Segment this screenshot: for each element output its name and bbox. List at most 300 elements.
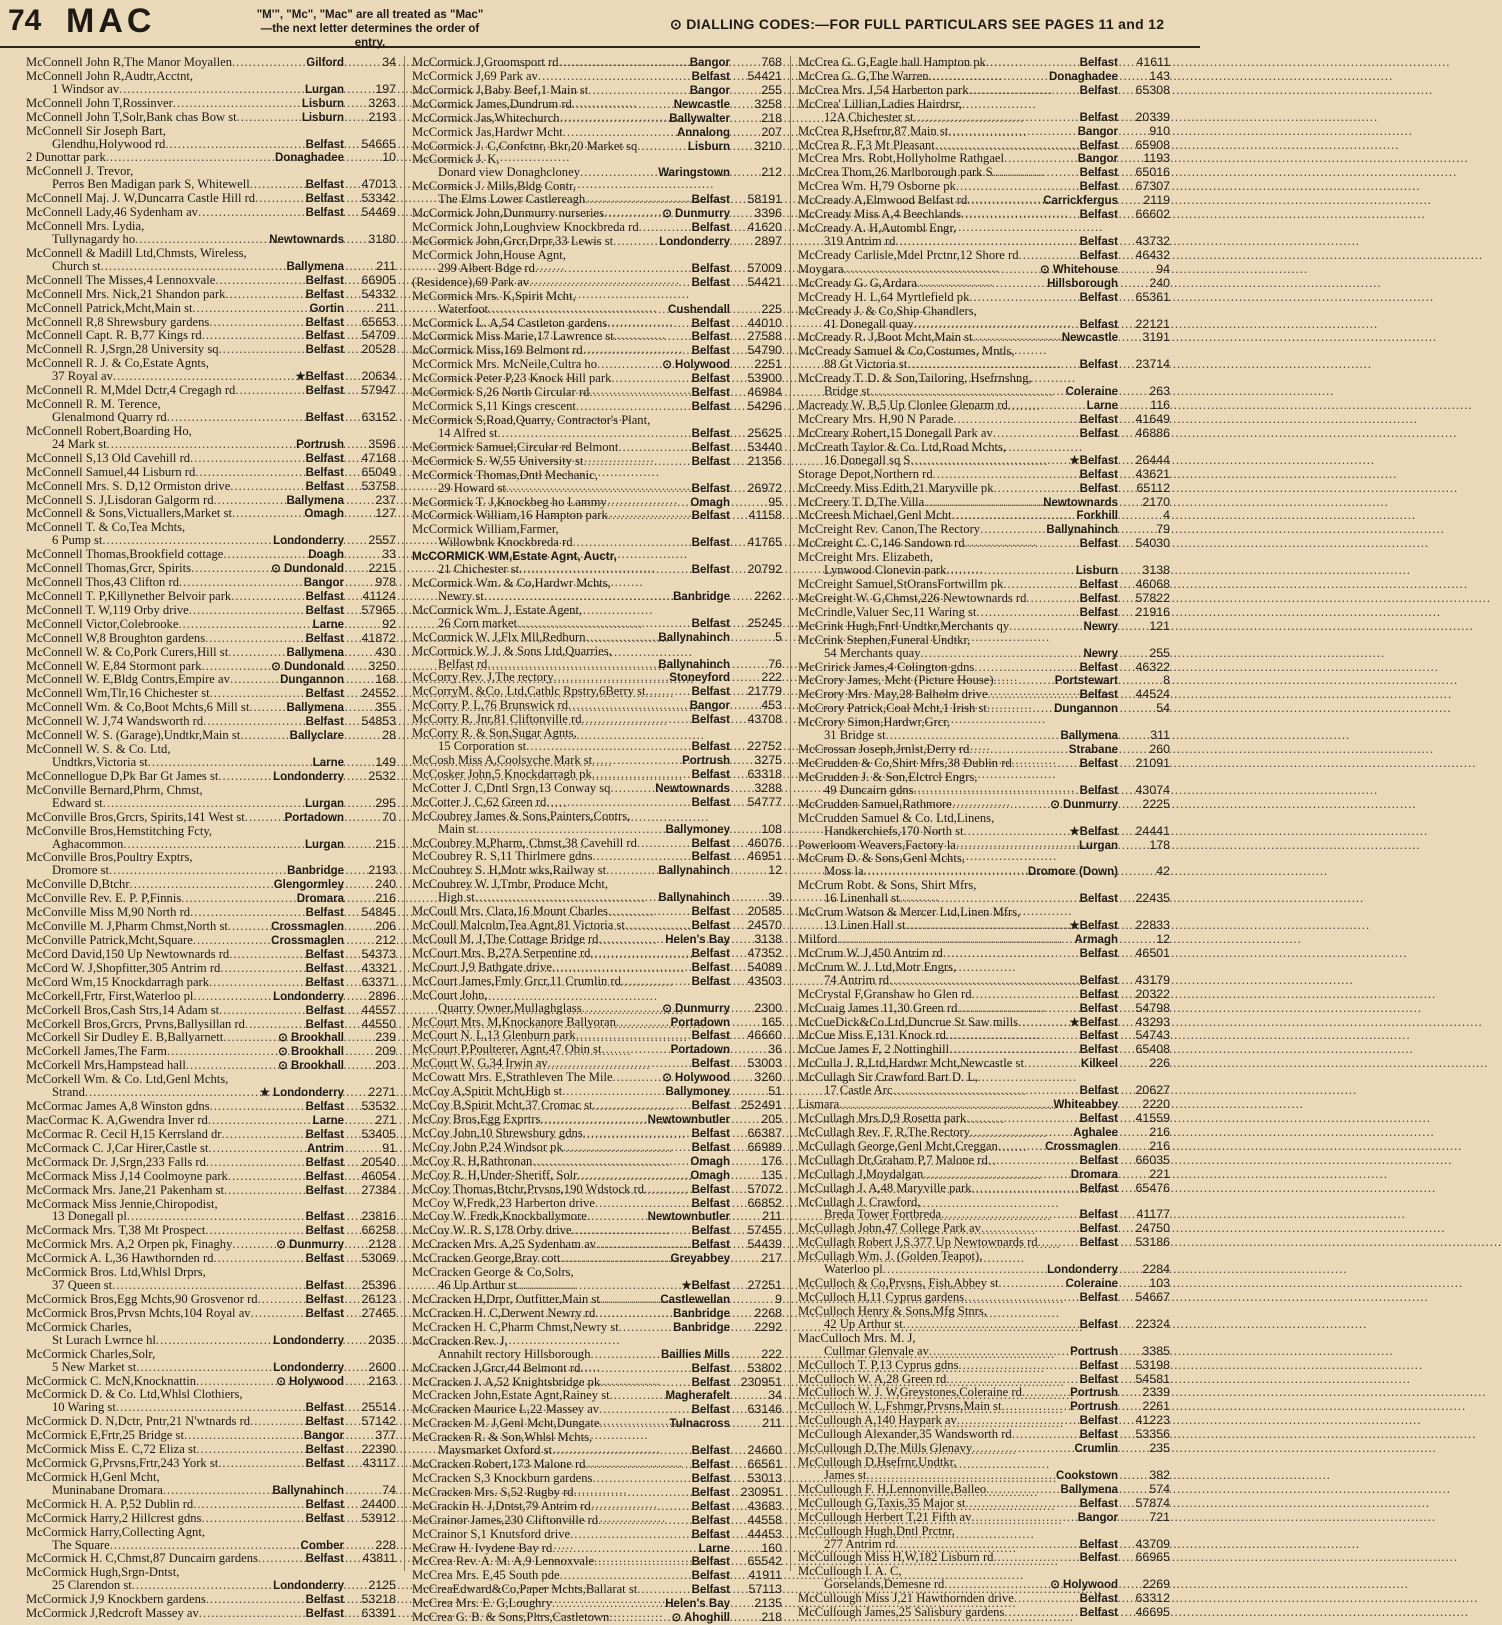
subscriber-name: McConnell S,13 Old Cavehill rd [26,450,191,465]
exchange-name: Belfast [1079,1359,1118,1372]
subscriber-name: McCracken Mrs. S,52 Rugby rd [412,1484,574,1499]
directory-entry [412,1597,782,1611]
subscriber-name: McCoy R. H,Rathronan [412,1153,533,1168]
exchange-name: Belfast [691,796,730,809]
entry-line [412,577,782,590]
directory-entry [26,1471,396,1498]
leader-dots [964,1291,1078,1304]
exchange-name: Magherafelt [665,1390,730,1403]
phone-number: 3180 [368,231,396,246]
exchange-name: Bangor [689,57,730,69]
leader-dots [517,617,690,630]
subscriber-name: McCorkell Sir Dudley E. B,Ballyarnett [26,1030,224,1045]
directory-entry [412,864,782,878]
subscriber-name: McCulloch W. J. W,Greystones,Coleraine rd [798,1385,1022,1400]
phone-number: 178 [1149,837,1170,852]
phone-number: 2269 [1142,1577,1170,1592]
entry-line [798,771,1170,784]
subscriber-name: McCrea R,Hsefrnr,87 Main st [798,123,949,138]
leader-dots [572,1224,690,1237]
entry-line [412,1224,782,1238]
leader-dots [914,784,1078,797]
entry-line [412,98,782,112]
directory-entry [26,976,396,990]
entry-line [798,1029,1170,1043]
subscriber-name: MacCormac K. A,Gwendra Inver rd [26,1112,208,1127]
leader-dots [193,934,269,947]
phone-number: 453 [761,698,782,713]
directory-entry [798,166,1170,180]
subscriber-name: McCormick Bros,Prvsn Mchts,104 Royal av [26,1305,251,1320]
directory-entry [798,1112,1170,1126]
entry-line [412,947,782,961]
phone-number: 25625 [747,425,782,440]
exchange-name: Ballynahinch [272,1484,344,1497]
exchange-name: Belfast [1079,592,1118,605]
directory-entry [412,221,782,235]
exchange-name: Belfast [1079,1112,1118,1125]
directory-entry [26,452,396,466]
leader-dots [519,563,689,576]
entry-line [412,1127,782,1141]
directory-entry [412,1569,782,1583]
exchange-name: Belfast [1079,468,1118,481]
phone-number: 21916 [1135,604,1170,619]
entry-line [798,399,1170,413]
exchange-name: Belfast [1079,1593,1118,1606]
subscriber-name: McCrainor S,1 Knutsford drive [412,1526,571,1541]
subscriber-name: McCormick D. & Co. Ltd,Whlsl Clothiers, [26,1387,243,1402]
entry-line [798,125,1170,139]
directory-entry [798,84,1170,98]
subscriber-name: McCowatt Mrs. E,Strathleven The Mile [412,1070,613,1085]
subscriber-name: McCoull Mrs. Clara,16 Mount Charles [412,904,608,919]
phone-number: 211 [376,258,396,273]
entry-line [798,1538,1170,1552]
entry-line [798,1126,1170,1140]
subscriber-name: McCorryM. &Co. Ltd,Cathlc Rpstry,6Berry st [412,684,646,699]
phone-number: 168 [375,672,396,687]
entry-line [26,1059,396,1073]
leader-dots [949,1043,1077,1056]
directory-entry [798,1071,1170,1098]
entry-line [798,537,1170,551]
leader-dots [1012,1428,1078,1441]
phone-number: 34 [382,55,396,69]
entry-line [798,509,1170,523]
phone-number: 79 [1156,522,1170,537]
entry-line [26,1252,396,1266]
exchange-name: Belfast [691,837,730,850]
directory-entry [26,687,396,701]
phone-number: 3263 [368,95,396,110]
subscriber-name: McCueDick&Co.Ltd,Duncrue St Saw mills [798,1014,1019,1029]
phone-number: 67307 [1135,179,1170,194]
subscriber-address: Quarry Owner,Mullaghglass [438,1000,582,1015]
exchange-name: ⊙ Ahoghill [671,1612,730,1625]
subscriber-name: McConnell R,8 Shrewsbury gardens [26,314,210,329]
leader-dots [993,1551,1077,1564]
exchange-name: Dromore (Down) [1027,866,1118,879]
leader-dots [112,1279,303,1292]
exchange-name: Dungannon [1054,703,1118,716]
entry-line [798,413,1170,427]
entry-line [26,1498,396,1512]
phone-number: 221 [1149,1166,1170,1181]
directory-entry [26,1004,396,1018]
subscriber-name: McCreight Samuel,StOransFortwillm pk [798,577,1004,592]
directory-entry [412,317,782,331]
phone-number: 24660 [747,1443,782,1458]
entry-line [26,618,396,632]
leader-dots [167,411,304,424]
subscriber-name: McCormac James A,8 Winston gdns [26,1099,210,1114]
directory-entry [26,1224,396,1238]
exchange-name: Portadown [670,1016,730,1029]
directory-entry [412,112,782,126]
subscriber-name: McCready A. H,Autombl Engr, [798,221,957,236]
leader-dots [202,660,270,673]
leader-dots [956,180,1078,193]
phone-number: 28 [382,728,396,743]
entry-line [412,386,782,400]
directory-entry [412,1472,782,1486]
entry-line [798,702,1170,716]
column-divider [790,56,791,1571]
subscriber-name: McCormick J,9 Knockbern gardens [26,1592,206,1607]
directory-entry [798,413,1170,427]
exchange-name: Belfast [305,1101,344,1114]
directory-entry [26,206,396,220]
exchange-name: ★Belfast [295,371,344,384]
exchange-name: Belfast [305,288,344,301]
subscriber-name: McCoy B,Spirit Mcht,37 Cromac st [412,1098,593,1113]
subscriber-address: 10 Waring st [52,1400,116,1415]
entry-line [26,1031,396,1045]
entry-line [412,699,782,713]
directory-entry [798,399,1170,413]
phone-number: 53532 [361,1099,396,1114]
leader-dots [614,330,690,343]
phone-number: 768 [761,55,782,69]
phone-number: 54439 [747,1237,782,1252]
leader-dots [228,920,269,933]
leader-dots [580,166,656,179]
entry-line [798,1154,1170,1168]
entry-line [798,933,1170,947]
entry-line [798,468,1170,482]
phone-number: 54421 [747,68,782,83]
phone-number: 218 [761,1610,782,1625]
phone-number: 57142 [361,1414,396,1429]
exchange-name: ⊙ Dunmurry [1050,798,1118,811]
leader-dots [588,84,687,97]
entry-line [798,1497,1170,1511]
exchange-name: Belfast [691,1570,730,1583]
exchange-name: Lurgan [305,838,344,851]
entry-line [412,469,782,482]
phone-number: 24750 [1135,1221,1170,1236]
directory-entry [798,1196,1170,1223]
entry-line [26,97,396,111]
phone-number: 20585 [747,904,782,919]
directory-entry [26,425,396,452]
subscriber-name: McCracken George,Bray cott [412,1251,561,1266]
subscriber-name: Macready W. B,5 Up Clonlee Glenarm rd [798,398,1008,413]
directory-entry [412,276,782,290]
exchange-name: Bangor [1077,125,1118,138]
entry-line [412,1528,782,1542]
entry-line [412,1500,782,1514]
phone-number: 46076 [747,835,782,850]
exchange-name: Belfast [1079,606,1118,619]
subscriber-name: McCormick J. K, [412,152,500,167]
exchange-name: Newtownbutler [647,1211,730,1224]
directory-entry [26,1238,396,1252]
phone-number: 46951 [747,849,782,864]
directory-entry [412,1266,782,1293]
leader-dots [206,1593,304,1606]
phone-number: 3288 [754,780,782,795]
entry-line [26,452,396,466]
exchange-name: Belfast [691,441,730,454]
leader-dots [189,604,304,617]
directory-entry [26,247,396,274]
leader-dots [195,466,303,479]
exchange-name: Belfast [305,976,344,989]
leader-dots [599,1417,667,1430]
directory-entry [412,1362,782,1376]
phone-number: 54667 [1135,1289,1170,1304]
entry-line [798,919,1170,933]
leader-dots [637,1583,689,1596]
phone-number: 382 [1149,1467,1170,1482]
leader-dots [576,400,690,413]
exchange-name: Belfast [305,1184,344,1197]
exchange-name: Ballymena [286,646,344,659]
exchange-name: Ballynahinch [658,892,730,905]
leader-dots [232,56,304,69]
entry-line [412,358,782,372]
phone-number: 54 [1156,701,1170,716]
leader-dots [1019,249,1078,262]
leader-dots [610,782,653,795]
directory-entry [412,140,782,154]
leader-dots [476,823,663,836]
exchange-name: Belfast [691,70,730,83]
directory-entry [798,661,1170,675]
phone-number: 21091 [1135,756,1170,771]
leader-dots [621,975,690,988]
phone-number: 43321 [361,960,396,975]
phone-number: 65016 [1135,165,1170,180]
exchange-name: Belfast [691,920,730,933]
directory-entry [26,125,396,152]
phone-number: 2193 [368,109,396,124]
leader-dots [560,1569,690,1582]
phone-number: 3396 [754,206,782,221]
entry-line [798,1057,1170,1071]
phone-number: 230951 [740,1484,782,1499]
exchange-name: Ballywalter [669,112,730,125]
directory-entry [798,812,1170,839]
directory-entry [26,1566,396,1593]
leader-dots [583,455,689,468]
exchange-name: Newcastle [673,98,730,111]
entry-line [26,56,396,70]
phone-number: 54296 [747,399,782,414]
entry-line [798,263,1170,277]
directory-entry [798,152,1170,166]
subscriber-name: McCormick Mrs. A,2 Orpen pk, Finaghy [26,1237,233,1252]
directory-entry [798,947,1170,961]
phone-number: 57947 [361,383,396,398]
entry-line [26,825,396,838]
phone-number: 211 [762,1209,782,1224]
exchange-name: Omagh [690,1169,730,1182]
exchange-name: Belfast [1079,1415,1118,1428]
exchange-name: Belfast [691,851,730,864]
subscriber-name: McCormick S,26 North Circular rd [412,385,590,400]
directory-entry [798,1154,1170,1168]
subscriber-name: McCourt J,9 Bathgate drive [412,959,552,974]
directory-entry [412,1403,782,1417]
entry-line [798,1140,1170,1154]
entry-line [26,784,396,797]
leader-dots [1001,1400,1068,1413]
exchange-name: Lisburn [1075,565,1118,578]
entry-line [412,685,782,699]
phone-number: 54790 [747,343,782,358]
directory-entry [798,1016,1170,1030]
entry-line [798,358,1170,372]
directory-entry [798,1483,1170,1497]
exchange-name: Belfast [1079,1607,1118,1620]
entry-line [412,1417,782,1431]
leader-dots [1009,620,1081,633]
directory-entry [412,358,782,372]
phone-number: 54332 [361,286,396,301]
entry-line [798,647,1170,661]
subscriber-name: McCullough I. A. C, [798,1564,902,1579]
directory-entry [412,344,782,358]
phone-number: 240 [1149,275,1170,290]
entry-line [798,784,1170,798]
directory-entry [798,1525,1170,1552]
entry-line [26,466,396,480]
exchange-name: Belfast [305,1170,344,1183]
leader-dots [110,1539,299,1552]
entry-line [798,1511,1170,1525]
subscriber-address: 277 Antrim rd [824,1536,896,1551]
directory-entry [412,1500,782,1514]
phone-number: 43074 [1135,782,1170,797]
subscriber-address: 74 Antrim rd [824,972,890,987]
subscriber-name: McCormick J,Baby Beef,1 Main st [412,82,589,97]
phone-number: 65049 [361,464,396,479]
subscriber-address: Maysmarket Oxford st [438,1443,553,1458]
exchange-name: Belfast [691,276,730,289]
entry-line [26,1307,396,1321]
subscriber-address: 24 Mark st [52,436,107,451]
exchange-name: Comber [300,1539,344,1552]
entry-line [412,140,782,154]
exchange-name: Belfast [691,1472,730,1485]
entry-line [798,974,1170,988]
exchange-name: Belfast [305,1553,344,1566]
exchange-name: ⊙ Dundonald [271,563,344,576]
entry-line [412,1099,782,1113]
subscriber-name: McConnell Robert,Boarding Ho, [26,423,192,438]
leader-dots [1003,578,1077,591]
leader-dots [206,1156,304,1169]
entry-line [798,111,1170,125]
phone-number: 215 [375,836,396,851]
leader-dots [250,1415,304,1428]
subscriber-name: McCormick John,Dunmurry nurseries [412,206,605,221]
entry-line [412,1057,782,1071]
leader-dots [906,919,1068,932]
subscriber-name: McCourt John, [412,987,488,1002]
subscriber-name: McCreath Taylor & Co. Ltd,Road Mchts, [798,439,1007,454]
directory-entry [412,1183,782,1197]
directory-entry [798,372,1170,399]
exchange-name: Newtownards [1043,496,1118,509]
leader-dots [1026,592,1077,605]
subscriber-name: McCoy John,10 Shrewsbury gdns [412,1125,583,1140]
subscriber-name: McCullagh Mrs.D,9 Rosetta park [798,1110,967,1125]
exchange-name: Tulnacross [669,1418,730,1431]
exchange-name: Ballynahinch [1046,524,1118,537]
leader-dots [250,178,304,191]
phone-number: 25514 [361,1400,396,1415]
exchange-name: Banbridge [673,1307,730,1320]
phone-number: 3210 [754,138,782,153]
leader-dots [576,1029,690,1042]
subscriber-name: McCormick H. A. P,52 Dublin rd [26,1496,194,1511]
entry-line [412,441,782,455]
directory-entry [26,220,396,247]
entry-line [798,961,1170,974]
phone-number: 2271 [368,1085,396,1100]
directory-entry [26,1321,396,1348]
phone-number: 24400 [361,1496,396,1511]
directory-entry [798,1305,1170,1332]
leader-dots [994,674,1053,687]
leader-dots [883,1263,1045,1276]
entry-line [412,56,782,70]
entry-line [26,1484,396,1498]
leader-dots [613,235,657,248]
exchange-name: Belfast [305,452,344,465]
entry-line [412,768,782,782]
subscriber-name: McConnell Patrick,Mcht,Main st [26,300,193,315]
entry-line [26,438,396,452]
directory-entry [26,1073,396,1100]
entry-line [26,1334,396,1348]
subscriber-address: Moss la [824,864,864,879]
subscriber-name: McCoubrey James & Sons,Painters,Contrs, [412,808,631,823]
leader-dots [843,263,1038,276]
subscriber-name: McCrory Simon,Hardwr,Grcr, [798,715,951,730]
leader-dots [123,838,303,851]
phone-number: 43293 [1135,1014,1170,1029]
leader-dots [924,496,1041,509]
leader-dots [969,743,1066,756]
phone-number: 76 [768,656,782,671]
subscriber-address: 13 Donegall pl [52,1209,127,1224]
subscriber-name: 2 Dunottar park [26,150,106,165]
